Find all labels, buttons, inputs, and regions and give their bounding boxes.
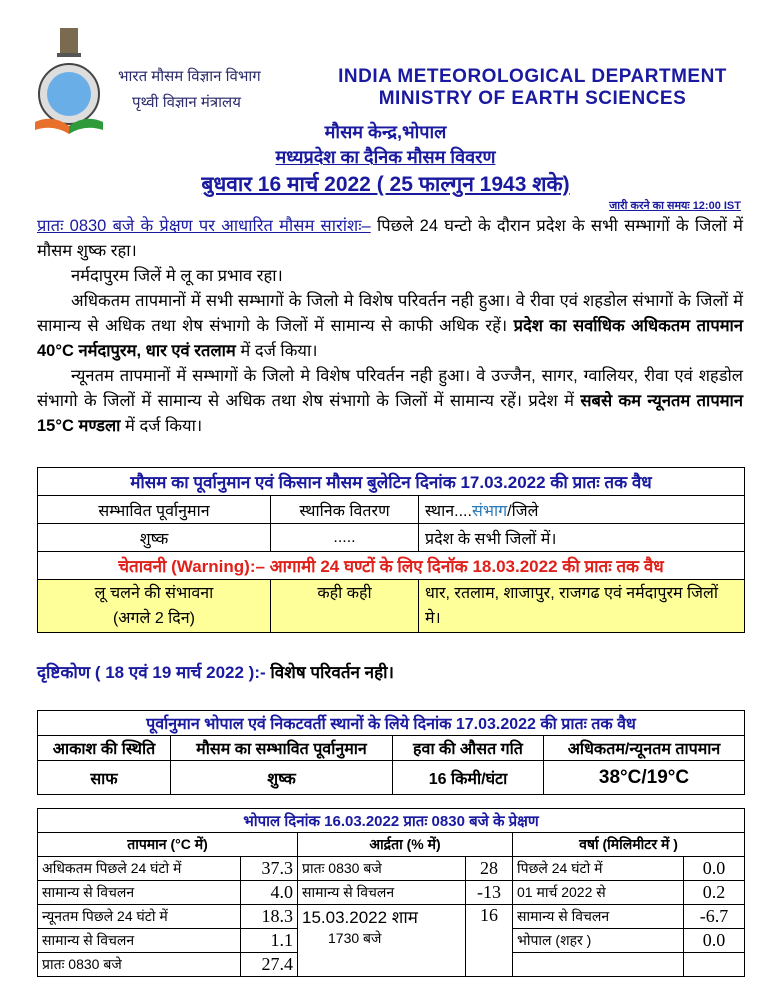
rain-label: सामान्य से विचलन xyxy=(513,905,684,929)
col-weather: मौसम का सम्भावित पूर्वानुमान xyxy=(171,736,393,761)
col-place: स्थान....संभाग/जिले xyxy=(419,496,745,524)
col-distribution: स्थानिक वितरण xyxy=(271,496,419,524)
temp-value: 4.0 xyxy=(241,881,298,905)
col-forecast: सम्भावित पूर्वानुमान xyxy=(38,496,271,524)
col-wind: हवा की औसत गति xyxy=(393,736,544,761)
report-date: बुधवार 16 मार्च 2022 ( 25 फाल्गुन 1943 शके) xyxy=(201,173,570,196)
humidity-value: -13 xyxy=(466,881,513,905)
observation-title: भोपाल दिनांक 16.03.2022 प्रातः 0830 बजे के प्रेक्षण xyxy=(38,809,745,833)
min-temp-highlight: सबसे कम न्यूनतम तापमान 15°C मण्डला xyxy=(37,392,743,435)
centre-name: मौसम केन्द्र,भोपाल xyxy=(324,122,447,142)
empty-cell xyxy=(684,953,745,977)
rain-value: 0.2 xyxy=(684,881,745,905)
forecast-value: शुष्क xyxy=(38,524,271,552)
dept-name-hindi: भारत मौसम विज्ञान विभाग xyxy=(118,68,261,85)
summary-p3: अधिकतम तापमानों में सभी सम्भागों के जिलो मे विशेष परिवर्तन नही हुआ। वे रीवा एवं शहडोल संभागों के जिलों में सामान्य से अधिक तथा शेष संभागो के जिलों में सामान्य से काफी अधिक रहें। xyxy=(37,292,743,335)
weather-value: शुष्क xyxy=(171,761,393,795)
temp-label: अधिकतम पिछले 24 घंटो में xyxy=(38,857,241,881)
summary-p4-end: में दर्ज किया। xyxy=(125,417,203,435)
humidity-label: प्रातः 0830 बजे xyxy=(298,857,466,881)
report-title: मध्यप्रदेश का दैनिक मौसम विवरण xyxy=(275,147,496,167)
col-rainfall: वर्षा (मिलिमीटर में ) xyxy=(513,833,745,857)
temp-label: न्यूनतम पिछले 24 घंटो में xyxy=(38,905,241,929)
temp-value: 38°C/19°C xyxy=(544,761,745,795)
bhopal-forecast-table xyxy=(37,710,745,795)
dept-name-english: INDIA METEOROLOGICAL DEPARTMENT xyxy=(338,66,727,87)
forecast-title: मौसम का पूर्वानुमान एवं किसान मौसम बुलेटिन दिनांक 17.03.2022 की प्रातः तक वैध xyxy=(38,468,745,496)
temp-label: सामान्य से विचलन xyxy=(38,881,241,905)
summary-heading: प्रातः 0830 बजे के प्रेक्षण पर आधारित मौसम सारांशः– xyxy=(37,217,371,235)
temp-label: सामान्य से विचलन xyxy=(38,929,241,953)
temp-value: 27.4 xyxy=(241,953,298,977)
col-temperature: तापमान (°C में) xyxy=(38,833,298,857)
humidity-label: सामान्य से विचलन xyxy=(298,881,466,905)
forecast-table xyxy=(37,467,745,633)
place-value: प्रदेश के सभी जिलों में। xyxy=(419,524,745,552)
warning-type: लू चलने की संभावना (अगले 2 दिन) xyxy=(38,580,271,633)
col-temp: अधिकतम/न्यूनतम तापमान xyxy=(544,736,745,761)
observation-table xyxy=(37,808,745,977)
bhopal-forecast-title: पूर्वानुमान भोपाल एवं निकटवर्ती स्थानों के लिये दिनांक 17.03.2022 की प्रातः तक वैध xyxy=(38,711,745,736)
col-sky: आकाश की स्थिति xyxy=(38,736,171,761)
temp-value: 18.3 xyxy=(241,905,298,929)
distribution-value: ..... xyxy=(271,524,419,552)
ministry-name-hindi: पृथ्वी विज्ञान मंत्रालय xyxy=(132,94,241,111)
humidity-value: 16 xyxy=(466,905,513,977)
rain-label: 01 मार्च 2022 से xyxy=(513,881,684,905)
summary-p4: न्यूनतम तापमानों में सम्भागों के जिलो मे विशेष परिवर्तन नही हुआ। वे उज्जैन, सागर, ग्वालियर, रीवा एवं शहडोल संभागो के जिलों में सामान्य से अधिक तथा शेष संभागो के जिलों में सामान्य रहें। प्रदेश में xyxy=(37,367,743,410)
empty-cell xyxy=(513,953,684,977)
humidity-value: 28 xyxy=(466,857,513,881)
temp-label: प्रातः 0830 बजे xyxy=(38,953,241,977)
warning-title: चेतावनी (Warning):– आगामी 24 घण्टों के लिए दिनॉक 18.03.2022 की प्रातः तक वैध xyxy=(38,552,745,580)
wind-value: 16 किमी/घंटा xyxy=(393,761,544,795)
rain-value: -6.7 xyxy=(684,905,745,929)
max-temp-highlight: प्रदेश का सर्वाधिक अधिकतम तापमान 40°C नर्मदापुरम, धार एवं रतलाम xyxy=(37,317,743,360)
col-humidity: आर्द्रता (% में) xyxy=(298,833,513,857)
temp-value: 37.3 xyxy=(241,857,298,881)
weather-summary xyxy=(37,214,743,439)
rain-label: पिछले 24 घंटो में xyxy=(513,857,684,881)
rain-value: 0.0 xyxy=(684,929,745,953)
summary-p2: नर्मदापुरम जिलें मे लू का प्रभाव रहा। xyxy=(71,267,283,285)
rain-value: 0.0 xyxy=(684,857,745,881)
humidity-label: 15.03.2022 शाम 1730 बजे xyxy=(298,905,466,977)
issue-time: जारी करने का समयः 12:00 IST xyxy=(609,200,741,212)
temp-value: 1.1 xyxy=(241,929,298,953)
ministry-name-english: MINISTRY OF EARTH SCIENCES xyxy=(378,88,687,109)
summary-p3-end: में दर्ज किया। xyxy=(240,342,318,360)
warning-distribution: कही कही xyxy=(271,580,419,633)
summary-p1: पिछले 24 घन्टो के दौरान प्रदेश के सभी सम्भागों के जिलों में मौसम शुष्क रहा। xyxy=(37,217,743,260)
outlook: दृष्टिकोण ( 18 एवं 19 मार्च 2022 ):- विशेष परिवर्तन नही। xyxy=(37,663,394,682)
rain-label: भोपाल (शहर ) xyxy=(513,929,684,953)
sky-value: साफ xyxy=(38,761,171,795)
warning-places: धार, रतलाम, शाजापुर, राजगढ एवं नर्मदापुरम जिलों मे। xyxy=(419,580,745,633)
